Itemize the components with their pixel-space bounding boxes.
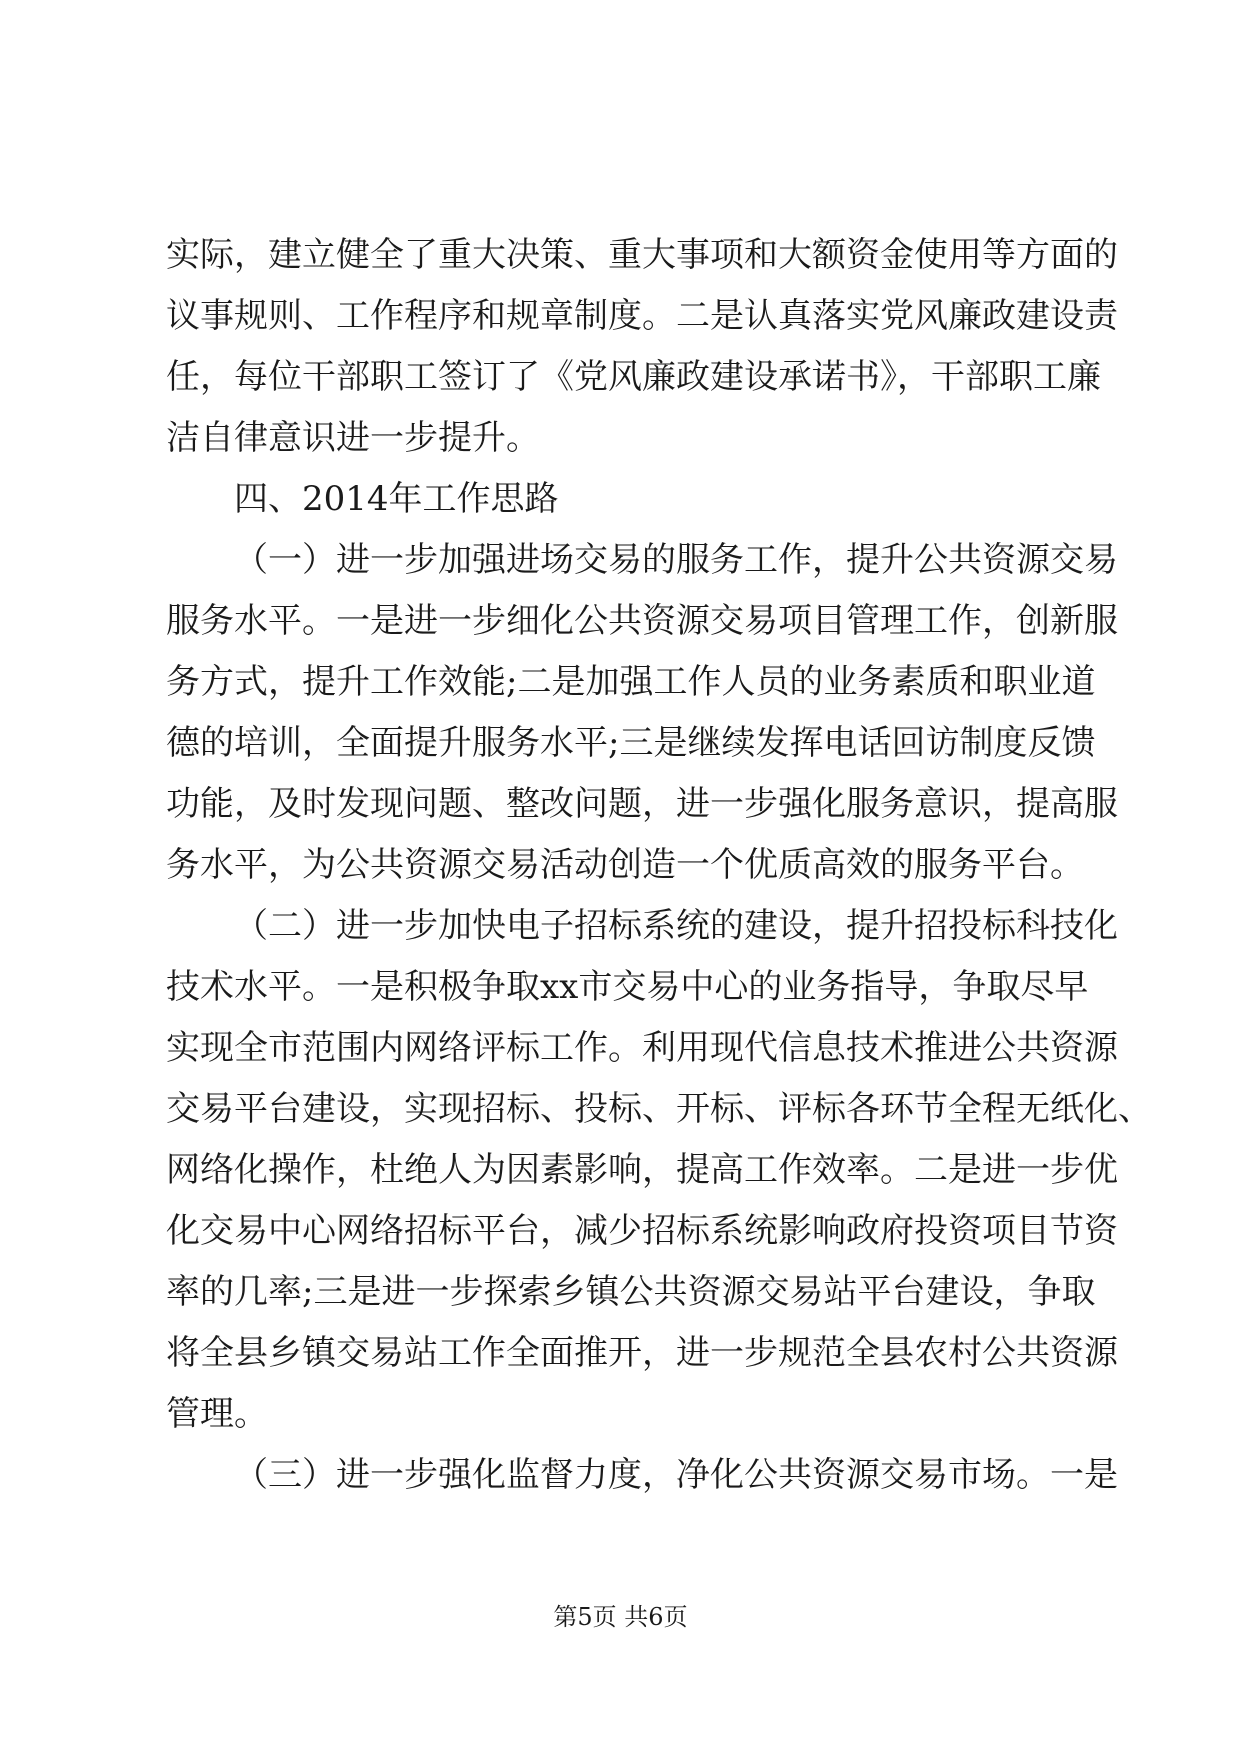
document-body bbox=[166, 225, 1152, 1506]
section-heading: 四、2014年工作思路 bbox=[234, 479, 559, 519]
text-line: 务方式，提升工作效能;二是加强工作人员的业务素质和职业道 bbox=[166, 662, 1096, 702]
text-line: 将全县乡镇交易站工作全面推开，进一步规范全县农村公共资源 bbox=[166, 1333, 1118, 1373]
text-line: 网络化操作，杜绝人为因素影响，提高工作效率。二是进一步优 bbox=[166, 1150, 1118, 1190]
text-line: 实际，建立健全了重大决策、重大事项和大额资金使用等方面的 bbox=[166, 235, 1118, 275]
text-line: （一）进一步加强进场交易的服务工作，提升公共资源交易 bbox=[234, 540, 1118, 580]
text-line: （三）进一步强化监督力度，净化公共资源交易市场。一是 bbox=[234, 1455, 1118, 1495]
text-line: 率的几率;三是进一步探索乡镇公共资源交易站平台建设，争取 bbox=[166, 1272, 1096, 1312]
text-line: 洁自律意识进一步提升。 bbox=[166, 418, 540, 458]
text-line: （二）进一步加快电子招标系统的建设，提升招投标科技化 bbox=[234, 906, 1118, 946]
text-line: 服务水平。一是进一步细化公共资源交易项目管理工作，创新服 bbox=[166, 601, 1118, 641]
text-line: 实现全市范围内网络评标工作。利用现代信息技术推进公共资源 bbox=[166, 1028, 1118, 1068]
text-line: 德的培训，全面提升服务水平;三是继续发挥电话回访制度反馈 bbox=[166, 723, 1096, 763]
text-line: 务水平，为公共资源交易活动创造一个优质高效的服务平台。 bbox=[166, 845, 1084, 885]
text-line: 任，每位干部职工签订了《党风廉政建设承诺书》，干部职工廉 bbox=[166, 357, 1101, 397]
page-number-footer: 第5页 共6页 bbox=[553, 1603, 688, 1631]
text-line: 技术水平。一是积极争取xx市交易中心的业务指导，争取尽早 bbox=[166, 967, 1089, 1007]
text-line: 交易平台建设，实现招标、投标、开标、评标各环节全程无纸化、 bbox=[166, 1089, 1152, 1129]
text-line: 管理。 bbox=[166, 1394, 268, 1434]
text-line: 议事规则、工作程序和规章制度。二是认真落实党风廉政建设责 bbox=[166, 296, 1118, 336]
text-line: 化交易中心网络招标平台，减少招标系统影响政府投资项目节资 bbox=[166, 1211, 1118, 1251]
text-line: 功能，及时发现问题、整改问题，进一步强化服务意识，提高服 bbox=[166, 784, 1118, 824]
